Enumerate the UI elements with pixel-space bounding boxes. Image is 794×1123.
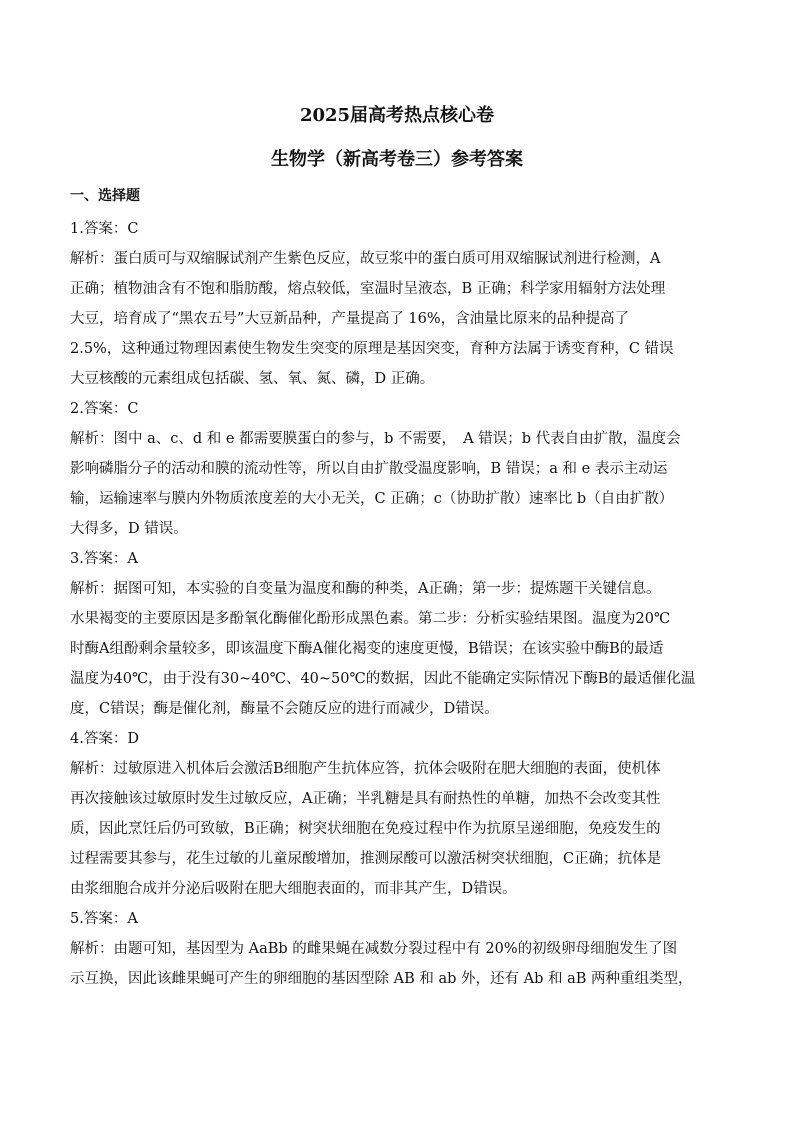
explanation-line: 过程需要其参与，花生过敏的儿童尿酸增加，推测尿酸可以激活树突状细胞，C正确；抗体是: [70, 851, 662, 867]
answer-line: 2.答案：C: [70, 401, 139, 417]
explanation-line: 解析：据图可知，本实验的自变量为温度和酶的种类，A正确；第一步：提炼题干关键信息。: [70, 581, 661, 597]
answer-line: 4.答案：D: [70, 731, 139, 747]
explanation-line: 温度为40℃，由于没有30~40℃、40~50℃的数据，因此不能确定实际情况下酶B的最适催化温: [70, 671, 696, 687]
explanation-line: 2.5%，这种通过物理因素使生物发生突变的原理是基因突变，育种方法属于诱变育种，C 错误: [70, 341, 674, 357]
explanation-line: 再次接触该过敏原时发生过敏反应，A正确；半乳糖是具有耐热性的单糖，加热不会改变其性: [70, 791, 661, 807]
question-3: [70, 544, 724, 724]
question-4: [70, 724, 724, 904]
explanation-line: 解析：图中 a、c、d 和 e 都需要膜蛋白的参与，b 不需要， A 错误；b 代表自由扩散，温度会: [70, 431, 681, 447]
explanation-line: 示互换，因此该雌果蝇可产生的卵细胞的基因型除 AB 和 ab 外，还有 Ab 和 aB 两种重组类型，: [70, 971, 693, 987]
document-title: 2025届高考热点核心卷: [299, 105, 495, 126]
explanation-line: 质，因此烹饪后仍可致敏，B正确；树突状细胞在免疫过程中作为抗原呈递细胞，免疫发生的: [70, 821, 661, 837]
answer-line: 3.答案：A: [70, 551, 138, 567]
question-5: [70, 904, 724, 994]
explanation-line: 影响磷脂分子的活动和膜的流动性等，所以自由扩散受温度影响，B 错误；a 和 e 表示主动运: [70, 461, 668, 477]
document-subtitle: 生物学（新高考卷三）参考答案: [271, 149, 523, 170]
question-1: [70, 214, 724, 394]
answer-line: 5.答案：A: [70, 911, 138, 927]
explanation-line: 解析：由题可知，基因型为 AaBb 的雌果蝇在减数分裂过程中有 20%的初级卵母细胞发生了图: [70, 941, 678, 957]
question-2: [70, 394, 724, 544]
explanation-line: 水果褐变的主要原因是多酚氧化酶催化酚形成黑色素。第二步：分析实验结果图。温度为20℃: [70, 611, 671, 627]
explanation-line: 时酶A组酚剩余量较多，即该温度下酶A催化褐变的速度更慢，B错误；在该实验中酶B的最适: [70, 641, 664, 657]
explanation-line: 大豆，培育成了“黑农五号”大豆新品种，产量提高了 16%，含油量比原来的品种提高了: [70, 311, 630, 327]
explanation-line: 解析：过敏原进入机体后会激活B细胞产生抗体应答，抗体会吸附在肥大细胞的表面，使机体: [70, 761, 661, 777]
answer-line: 1.答案：C: [70, 221, 139, 237]
explanation-line: 由浆细胞合成并分泌后吸附在肥大细胞表面的，而非其产生，D错误。: [70, 881, 517, 897]
explanation-line: 解析：蛋白质可与双缩脲试剂产生紫色反应，故豆浆中的蛋白质可用双缩脲试剂进行检测，A: [70, 251, 661, 267]
explanation-line: 度，C错误；酶是催化剂，酶量不会随反应的进行而减少，D错误。: [70, 701, 499, 717]
explanation-line: 输，运输速率与膜内外物质浓度差的大小无关，C 正确；c（协助扩散）速率比 b（自由扩散）: [70, 491, 674, 507]
explanation-line: 正确；植物油含有不饱和脂肪酸，熔点较低，室温时呈液态，B 正确；科学家用辐射方法处理: [70, 281, 666, 297]
section-heading: 一、选择题: [70, 188, 140, 204]
explanation-line: 大得多，D 错误。: [70, 521, 188, 537]
explanation-line: 大豆核酸的元素组成包括碳、氢、氧、氮、磷，D 正确。: [70, 371, 435, 387]
